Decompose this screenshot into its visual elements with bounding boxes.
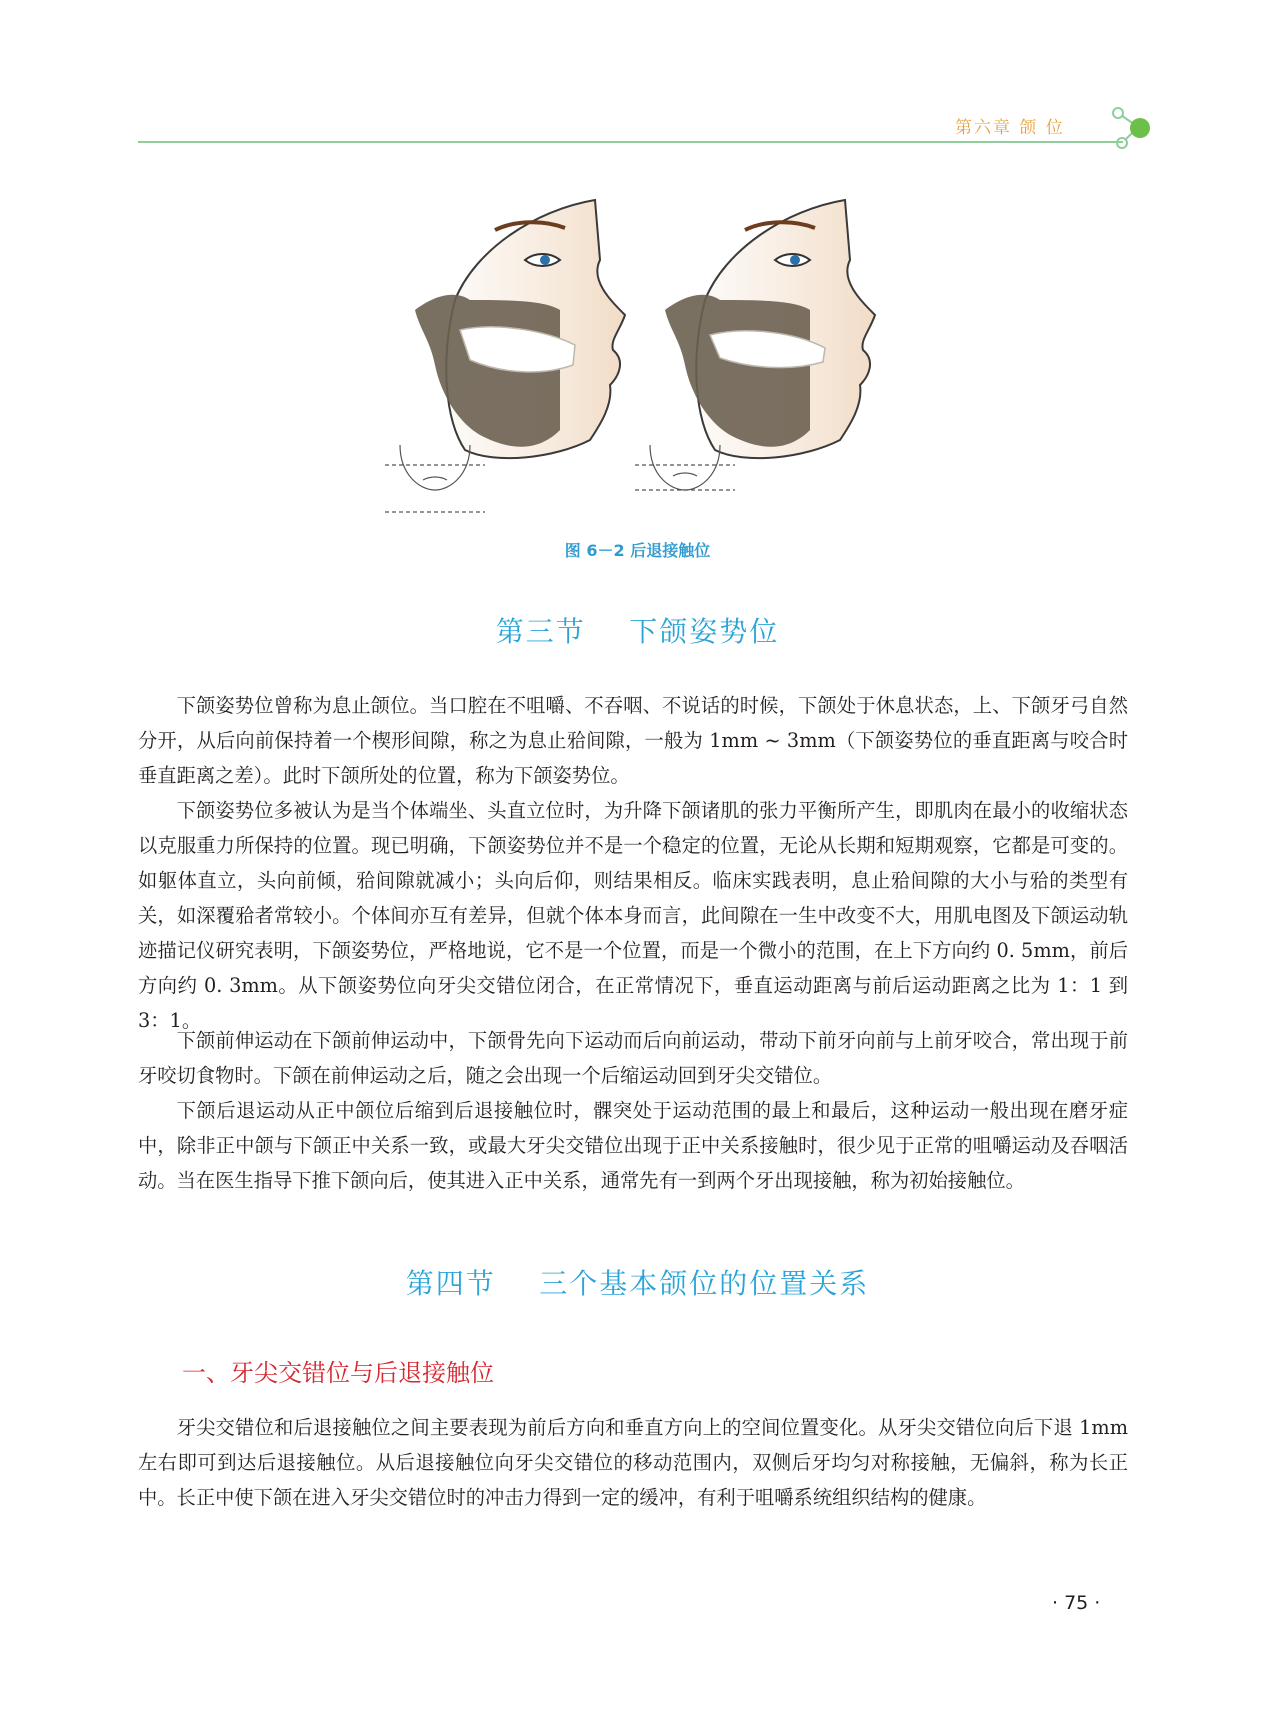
retruded-contact-illustration bbox=[385, 190, 885, 515]
face-left-illustration bbox=[385, 200, 625, 512]
header-rule bbox=[138, 141, 1123, 143]
paragraph: 下颌前伸运动在下颌前伸运动中，下颌骨先向下运动而后向前运动，带动下前牙向前与上前牙咬合，常出现于前牙咬切食物时。下颌在前伸运动之后，随之会出现一个后缩运动回到牙尖交错位。 bbox=[138, 1029, 1128, 1087]
paragraph: 下颌姿势位多被认为是当个体端坐、头直立位时，为升降下颌诸肌的张力平衡所产生，即肌肉在最小的收缩状态以克服重力所保持的位置。现已明确，下颌姿势位并不是一个稳定的位置，无论从长期和短期观察，它都是可变的。如躯体直立，头向前倾，𬌗间隙就减小；头向后仰，则结果相反。临床实践表明，息止𬌗间隙的大小与𬌗的类型有关，如深覆𬌗者常较小。个体间亦互有差异，但就个体本身而言，此间隙在一生中改变不大，用肌电图及下颌运动轨迹描记仪研究表明，下颌姿势位，严格地说，它不是一个位置，而是一个微小的范围，在上下方向约 0. 5mm，前后方向约 0. 3mm。从下颌姿势位向牙尖交错位闭合，在正常情况下，垂直运动距离与前后运动距离之比为 1：1 到 3：1。 bbox=[138, 799, 1128, 1032]
subsection-title: 一、牙尖交错位与后退接触位 bbox=[182, 1359, 494, 1387]
paragraph: 下颌后退运动从正中颌位后缩到后退接触位时，髁突处于运动范围的最上和最后，这种运动一般出现在磨牙症中，除非正中颌与下颌正中关系一致，或最大牙尖交错位出现于正中关系接触时，很少见于正常的咀嚼运动及吞咽活动。当在医生指导下推下颌向后，使其进入正中关系，通常先有一到两个牙出现接触，称为初始接触位。 bbox=[138, 1099, 1128, 1192]
page-number: · 75 · bbox=[1052, 1592, 1101, 1614]
section-title-4: 第四节 三个基本颌位的位置关系 bbox=[405, 1267, 870, 1300]
chapter-running-title: 第六章 颌 位 bbox=[955, 118, 1065, 138]
section-title-3: 第三节 下颌姿势位 bbox=[495, 615, 780, 648]
paragraph: 牙尖交错位和后退接触位之间主要表现为前后方向和垂直方向上的空间位置变化。从牙尖交错位向后下退 1mm 左右即可到达后退接触位。从后退接触位向牙尖交错位的移动范围内，双侧后牙均匀对称接触，无偏斜，称为长正中。长正中使下颌在进入牙尖交错位时的冲击力得到一定的缓冲，有利于咀嚼系统组织结构的健康。 bbox=[138, 1416, 1128, 1509]
figure-caption: 图 6－2 后退接触位 bbox=[564, 541, 711, 560]
molecule-decoration-icon bbox=[1100, 103, 1160, 155]
paragraph: 下颌姿势位曾称为息止颌位。当口腔在不咀嚼、不吞咽、不说话的时候，下颌处于休息状态，上、下颌牙弓自然分开，从后向前保持着一个楔形间隙，称之为息止𬌗间隙，一般为 1mm ~ 3mm（下颌姿势位的垂直距离与咬合时垂直距离之差）。此时下颌所处的位置，称为下颌姿势位。 bbox=[138, 694, 1128, 787]
face-right-illustration bbox=[635, 200, 875, 490]
